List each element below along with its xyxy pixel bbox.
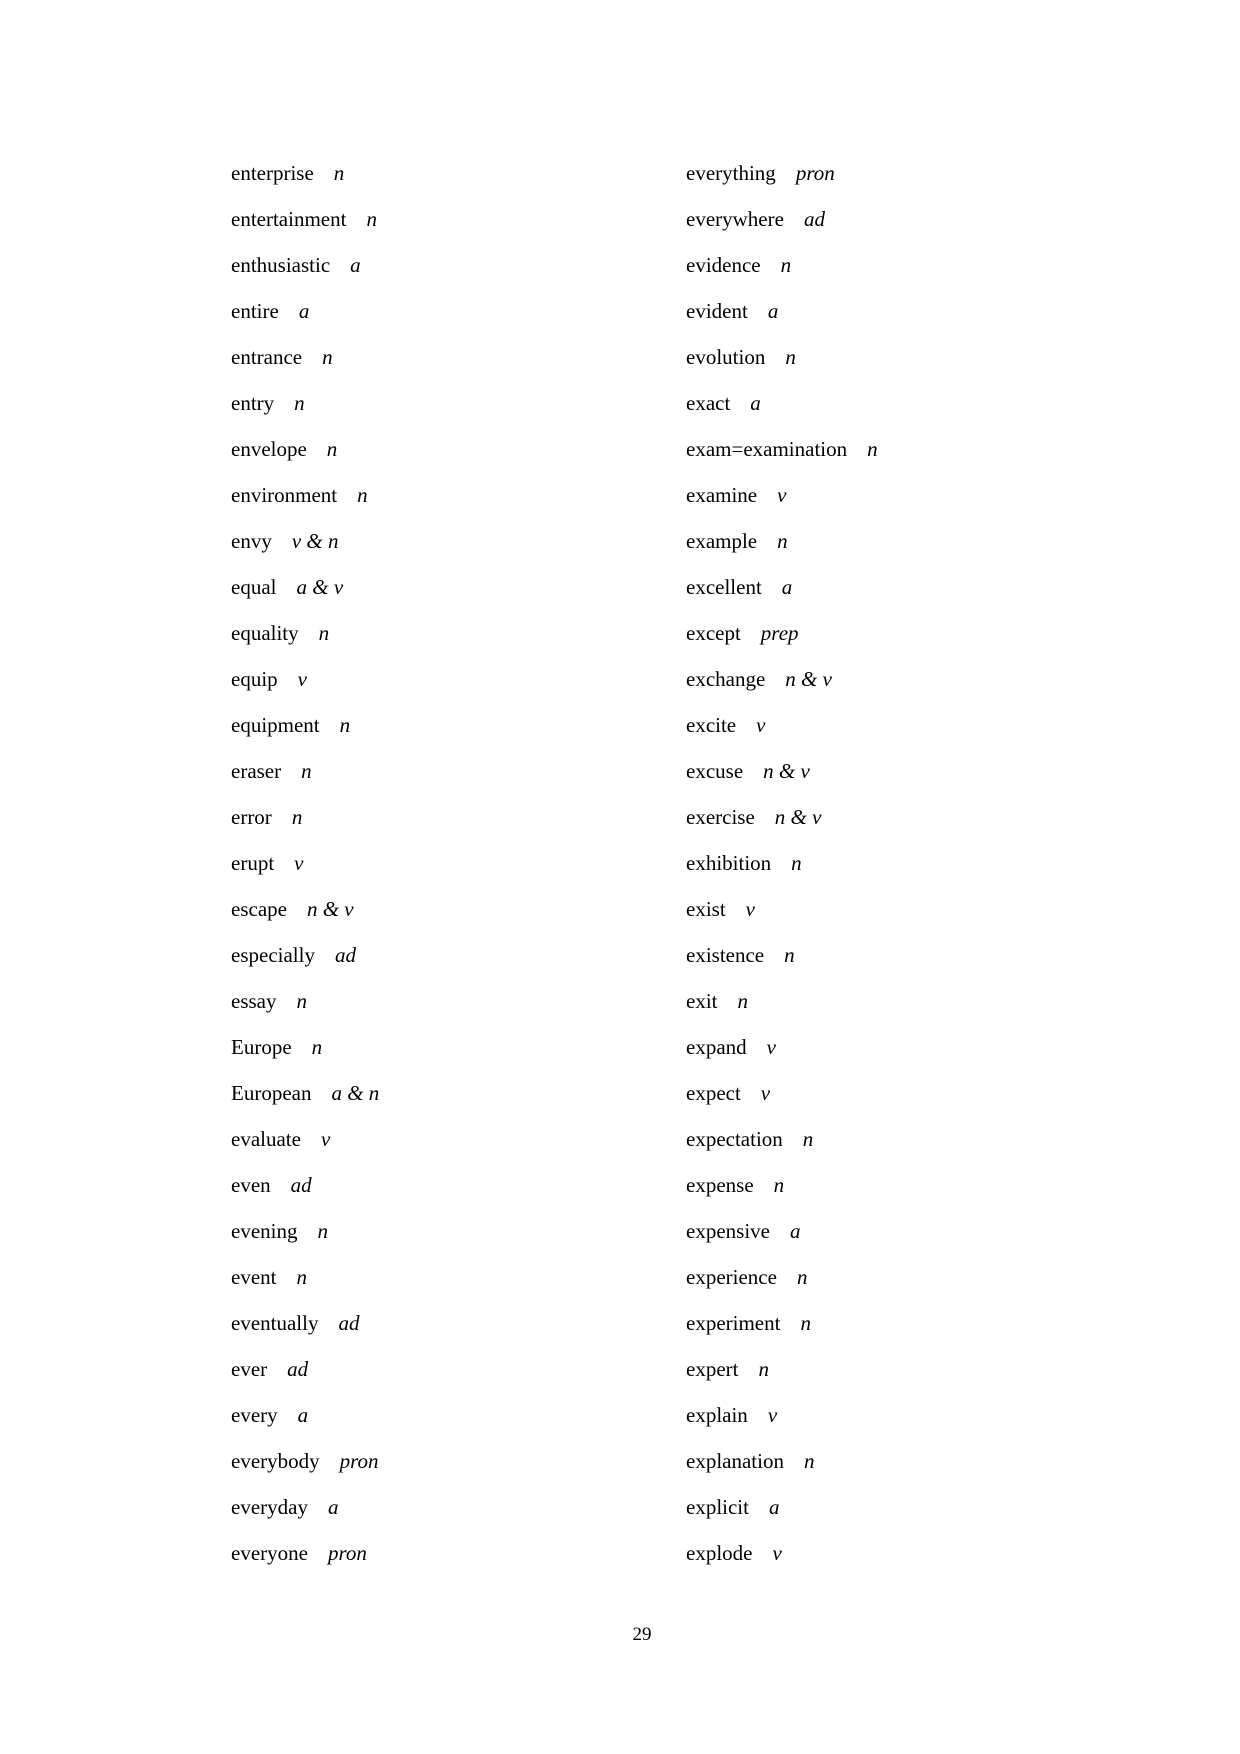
entry-word: entertainment — [231, 207, 347, 231]
vocab-entry — [231, 988, 651, 1034]
vocab-entry — [686, 1540, 1106, 1586]
entry-word: eraser — [231, 759, 282, 783]
part-of-speech: n & v — [774, 805, 822, 829]
part-of-speech: a — [327, 1495, 339, 1519]
entry-word: envelope — [231, 437, 307, 461]
part-of-speech: a & n — [331, 1081, 380, 1105]
vocab-entry — [231, 1494, 651, 1540]
vocab-entry — [686, 988, 1106, 1034]
part-of-speech: v — [320, 1127, 331, 1151]
vocab-entry — [231, 712, 651, 758]
part-of-speech: n — [311, 1035, 323, 1059]
vocab-entry — [686, 344, 1106, 390]
vocab-entry — [686, 206, 1106, 252]
vocab-entry — [686, 896, 1106, 942]
part-of-speech: a — [767, 299, 779, 323]
vocab-entry — [686, 528, 1106, 574]
vocab-entry — [686, 1126, 1106, 1172]
part-of-speech: n — [796, 1265, 808, 1289]
vocab-entry — [231, 298, 651, 344]
vocab-entry — [231, 1310, 651, 1356]
vocab-entry — [231, 758, 651, 804]
entry-word: explanation — [686, 1449, 784, 1473]
vocab-entry — [231, 850, 651, 896]
part-of-speech: n — [317, 1219, 328, 1243]
vocab-entry — [231, 620, 651, 666]
part-of-speech: n — [339, 713, 351, 737]
part-of-speech: n & v — [785, 667, 832, 691]
part-of-speech: a — [750, 391, 761, 415]
entry-word: evaluate — [231, 1127, 301, 1151]
vocab-entry — [686, 436, 1106, 482]
entry-word: exam=examination — [686, 437, 848, 461]
entry-word: exist — [686, 897, 726, 921]
vocab-entry — [686, 758, 1106, 804]
vocab-entry — [686, 1264, 1106, 1310]
entry-word: enterprise — [231, 161, 314, 185]
entry-word: equality — [231, 621, 299, 645]
vocab-entry — [231, 1540, 651, 1586]
part-of-speech: v — [760, 1081, 771, 1105]
entry-word: envy — [231, 529, 272, 553]
vocab-entry — [231, 206, 651, 252]
part-of-speech: ad — [334, 943, 356, 967]
part-of-speech: v — [766, 1035, 776, 1059]
entry-word: expense — [686, 1173, 754, 1197]
part-of-speech: v — [767, 1403, 778, 1427]
vocab-entry — [231, 252, 651, 298]
entry-word: except — [686, 621, 741, 645]
part-of-speech: n — [318, 621, 330, 645]
part-of-speech: v & n — [291, 529, 339, 553]
part-of-speech: n — [294, 391, 305, 415]
vocab-entry — [231, 574, 651, 620]
part-of-speech: v — [777, 483, 787, 507]
part-of-speech: a — [768, 1495, 780, 1519]
part-of-speech: v — [294, 851, 304, 875]
part-of-speech: n — [780, 253, 792, 277]
entry-word: everywhere — [686, 207, 784, 231]
entry-word: evening — [231, 1219, 298, 1243]
part-of-speech: v — [756, 713, 766, 737]
part-of-speech: ad — [290, 1173, 312, 1197]
entry-word: experience — [686, 1265, 777, 1289]
vocab-entry — [231, 1448, 651, 1494]
entry-word: expand — [686, 1035, 747, 1059]
entry-word: erupt — [231, 851, 275, 875]
part-of-speech: n — [326, 437, 338, 461]
entry-word: Europe — [231, 1035, 292, 1059]
vocab-entry — [686, 712, 1106, 758]
vocab-entry — [686, 298, 1106, 344]
part-of-speech: n — [758, 1357, 769, 1381]
vocab-entry — [231, 160, 651, 206]
entry-word: excite — [686, 713, 737, 737]
vocab-entry — [686, 1494, 1106, 1540]
part-of-speech: n & v — [306, 897, 354, 921]
entry-word: even — [231, 1173, 271, 1197]
entry-word: exhibition — [686, 851, 772, 875]
vocab-entry — [686, 1080, 1106, 1126]
vocab-entry — [686, 1218, 1106, 1264]
entry-word: exercise — [686, 805, 755, 829]
vocab-entry — [231, 1126, 651, 1172]
vocab-entry — [231, 1402, 651, 1448]
part-of-speech: v — [297, 667, 307, 691]
part-of-speech: n — [785, 345, 796, 369]
entry-word: event — [231, 1265, 277, 1289]
part-of-speech: pron — [795, 161, 835, 185]
vocab-entry — [231, 942, 651, 988]
entry-word: equip — [231, 667, 278, 691]
entry-word: everybody — [231, 1449, 320, 1473]
entry-word: expensive — [686, 1219, 770, 1243]
entry-word: essay — [231, 989, 277, 1013]
part-of-speech: n — [867, 437, 878, 461]
part-of-speech: n — [296, 989, 307, 1013]
vocab-entry — [231, 896, 651, 942]
vocab-entry — [686, 804, 1106, 850]
part-of-speech: prep — [760, 621, 799, 645]
entry-word: European — [231, 1081, 312, 1105]
vocab-entry — [231, 804, 651, 850]
vocab-entry — [686, 160, 1106, 206]
vocab-entry — [231, 1264, 651, 1310]
part-of-speech: n — [737, 989, 748, 1013]
entry-word: explicit — [686, 1495, 749, 1519]
vocab-entry — [686, 942, 1106, 988]
entry-word: environment — [231, 483, 338, 507]
vocab-entry — [231, 436, 651, 482]
part-of-speech: a — [297, 1403, 309, 1427]
entry-word: entrance — [231, 345, 303, 369]
entry-word: explode — [686, 1541, 753, 1565]
entry-word: escape — [231, 897, 287, 921]
vocab-entry — [686, 252, 1106, 298]
entry-word: especially — [231, 943, 315, 967]
vocab-entry — [231, 1172, 651, 1218]
entry-word: error — [231, 805, 272, 829]
part-of-speech: a — [298, 299, 310, 323]
vocab-entry — [686, 1172, 1106, 1218]
entry-word: existence — [686, 943, 765, 967]
entry-word: explain — [686, 1403, 748, 1427]
entry-word: exact — [686, 391, 731, 415]
part-of-speech: v — [745, 897, 755, 921]
vocab-entry — [231, 1080, 651, 1126]
part-of-speech: n & v — [763, 759, 810, 783]
vocab-entry — [686, 1310, 1106, 1356]
vocab-entry — [231, 666, 651, 712]
part-of-speech: n — [791, 851, 802, 875]
vocab-entry — [686, 574, 1106, 620]
entry-word: excellent — [686, 575, 762, 599]
entry-word: equal — [231, 575, 277, 599]
vocab-entry — [231, 344, 651, 390]
vocab-entry — [231, 1034, 651, 1080]
part-of-speech: n — [803, 1449, 815, 1473]
entry-word: evidence — [686, 253, 761, 277]
part-of-speech: n — [333, 161, 345, 185]
part-of-speech: n — [784, 943, 795, 967]
vocab-entry — [686, 390, 1106, 436]
entry-word: expert — [686, 1357, 739, 1381]
entry-word: experiment — [686, 1311, 781, 1335]
vocab-entry — [686, 1448, 1106, 1494]
part-of-speech: n — [800, 1311, 811, 1335]
vocab-entry — [686, 620, 1106, 666]
entry-word: everything — [686, 161, 776, 185]
page-number: 29 — [632, 1624, 652, 1645]
entry-word: excuse — [686, 759, 744, 783]
entry-word: everyday — [231, 1495, 308, 1519]
part-of-speech: n — [366, 207, 377, 231]
word-list-right — [686, 160, 1106, 1586]
part-of-speech: n — [777, 529, 788, 553]
vocab-entry — [231, 390, 651, 436]
vocab-entry — [231, 1356, 651, 1402]
part-of-speech: a — [789, 1219, 801, 1243]
part-of-speech: n — [773, 1173, 785, 1197]
part-of-speech: ad — [803, 207, 825, 231]
vocab-entry — [231, 1218, 651, 1264]
part-of-speech: pron — [339, 1449, 379, 1473]
part-of-speech: a — [350, 253, 361, 277]
part-of-speech: v — [772, 1541, 782, 1565]
vocab-entry — [686, 850, 1106, 896]
entry-word: evident — [686, 299, 748, 323]
entry-word: eventually — [231, 1311, 319, 1335]
entry-word: entire — [231, 299, 279, 323]
entry-word: exchange — [686, 667, 766, 691]
part-of-speech: a & v — [296, 575, 344, 599]
entry-word: exit — [686, 989, 718, 1013]
part-of-speech: n — [296, 1265, 307, 1289]
part-of-speech: ad — [338, 1311, 360, 1335]
part-of-speech: pron — [327, 1541, 367, 1565]
part-of-speech: n — [802, 1127, 814, 1151]
entry-word: example — [686, 529, 758, 553]
vocab-entry — [231, 482, 651, 528]
entry-word: expectation — [686, 1127, 783, 1151]
part-of-speech: n — [291, 805, 303, 829]
vocab-entry — [686, 1356, 1106, 1402]
entry-word: entry — [231, 391, 275, 415]
entry-word: every — [231, 1403, 278, 1427]
vocab-entry — [231, 528, 651, 574]
part-of-speech: ad — [287, 1357, 309, 1381]
part-of-speech: n — [357, 483, 368, 507]
part-of-speech: n — [301, 759, 312, 783]
part-of-speech: n — [322, 345, 333, 369]
vocab-entry — [686, 482, 1106, 528]
entry-word: enthusiastic — [231, 253, 331, 277]
vocab-entry — [686, 666, 1106, 712]
vocab-entry — [686, 1402, 1106, 1448]
entry-word: everyone — [231, 1541, 308, 1565]
entry-word: expect — [686, 1081, 741, 1105]
word-list-left — [231, 160, 651, 1586]
vocab-entry — [686, 1034, 1106, 1080]
entry-word: examine — [686, 483, 758, 507]
entry-word: equipment — [231, 713, 320, 737]
entry-word: ever — [231, 1357, 268, 1381]
entry-word: evolution — [686, 345, 766, 369]
part-of-speech: a — [781, 575, 793, 599]
